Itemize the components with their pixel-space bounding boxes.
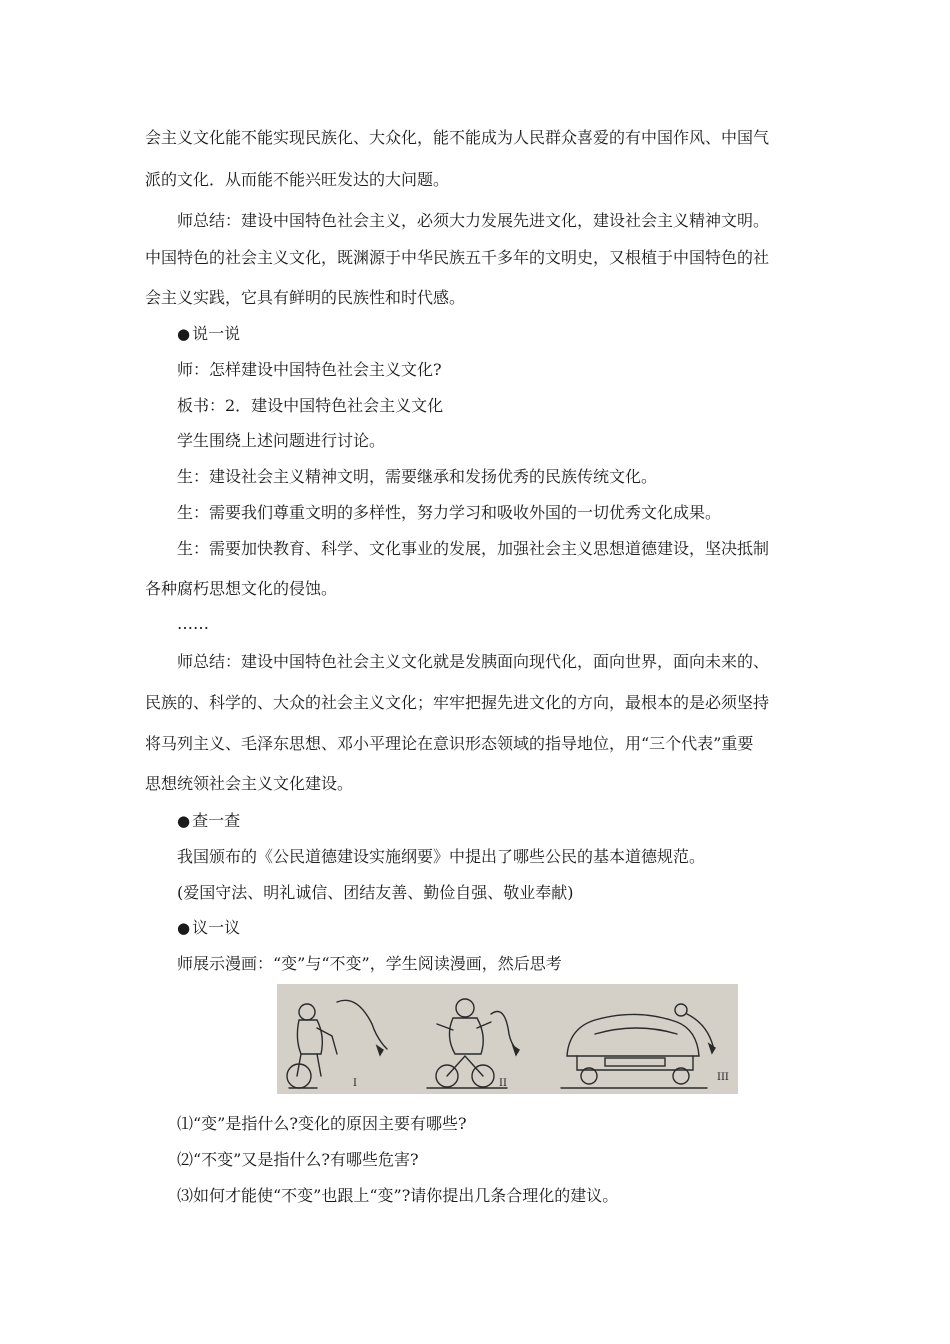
bullet-icon: ● xyxy=(177,812,191,830)
panel-label-2: II xyxy=(499,1078,507,1089)
paragraph-line: 师总结：建设中国特色社会主义，必须大力发展先进文化，建设社会主义精神文明。 xyxy=(177,211,770,230)
heading-text: 查一查 xyxy=(192,811,241,830)
question-3: ⑶如何才能使“不变”也跟上“变”?请你提出几条合理化的建议。 xyxy=(177,1186,619,1205)
cartoon-drawing xyxy=(277,984,738,1094)
paragraph-line: 板书：2．建设中国特色社会主义文化 xyxy=(177,396,444,415)
panel-label-1: I xyxy=(353,1078,357,1089)
paragraph-line: 生：建设社会主义精神文明，需要继承和发扬优秀的民族传统文化。 xyxy=(177,467,658,486)
cartoon-image xyxy=(277,984,738,1094)
bullet-icon: ● xyxy=(177,919,191,937)
paragraph-line: 思想统领社会主义文化建设。 xyxy=(145,774,354,793)
paragraph-line: 中国特色的社会主义文化，既渊源于中华民族五千多年的文明史，又根植于中国特色的社 xyxy=(145,248,770,267)
paragraph-line: 民族的、科学的、大众的社会主义文化；牢牢把握先进文化的方向，最根本的是必须坚持 xyxy=(145,693,770,712)
section-heading-shuoyishuo xyxy=(177,324,842,344)
section-heading-yiyiyi xyxy=(177,918,842,938)
paragraph-line: 学生围绕上述问题进行讨论。 xyxy=(177,431,386,450)
question-1: ⑴“变”是指什么?变化的原因主要有哪些? xyxy=(177,1114,467,1133)
paragraph-line: (爱国守法、明礼诚信、团结友善、勤俭自强、敬业奉献) xyxy=(177,883,574,902)
panel-label-3: III xyxy=(717,1072,729,1083)
heading-text: 说一说 xyxy=(192,324,241,343)
paragraph-line: 会主义实践，它具有鲜明的民族性和时代感。 xyxy=(145,288,466,307)
section-heading-chayicha xyxy=(177,811,842,831)
paragraph-line: 生：需要加快教育、科学、文化事业的发展，加强社会主义思想道德建设，坚决抵制 xyxy=(177,539,770,558)
paragraph-line: 师展示漫画：“变”与“不变”，学生阅读漫画，然后思考 xyxy=(177,954,562,973)
paragraph-line: 会主义文化能不能实现民族化、大众化，能不能成为人民群众喜爱的有中国作风、中国气 xyxy=(145,128,770,147)
heading-text: 议一议 xyxy=(192,918,241,937)
paragraph-line: 生：需要我们尊重文明的多样性，努力学习和吸收外国的一切优秀文化成果。 xyxy=(177,503,722,522)
question-2: ⑵“不变”又是指什么?有哪些危害? xyxy=(177,1150,419,1169)
ellipsis: …… xyxy=(177,614,209,633)
paragraph-line: 各种腐朽思想文化的侵蚀。 xyxy=(145,579,338,598)
paragraph-line: 派的文化．从而能不能兴旺发达的大问题。 xyxy=(145,170,450,189)
paragraph-line: 师总结：建设中国特色社会主义文化就是发胰面向现代化，面向世界，面向未来的、 xyxy=(177,652,770,671)
paragraph-line: 将马列主义、毛泽东思想、邓小平理论在意识形态领域的指导地位，用“三个代表”重要 xyxy=(145,734,754,753)
paragraph-line: 我国颁布的《公民道德建设实施纲要》中提出了哪些公民的基本道德规范。 xyxy=(177,847,706,866)
paragraph-line: 师：怎样建设中国特色社会主义文化? xyxy=(177,360,442,379)
bullet-icon: ● xyxy=(177,325,191,343)
